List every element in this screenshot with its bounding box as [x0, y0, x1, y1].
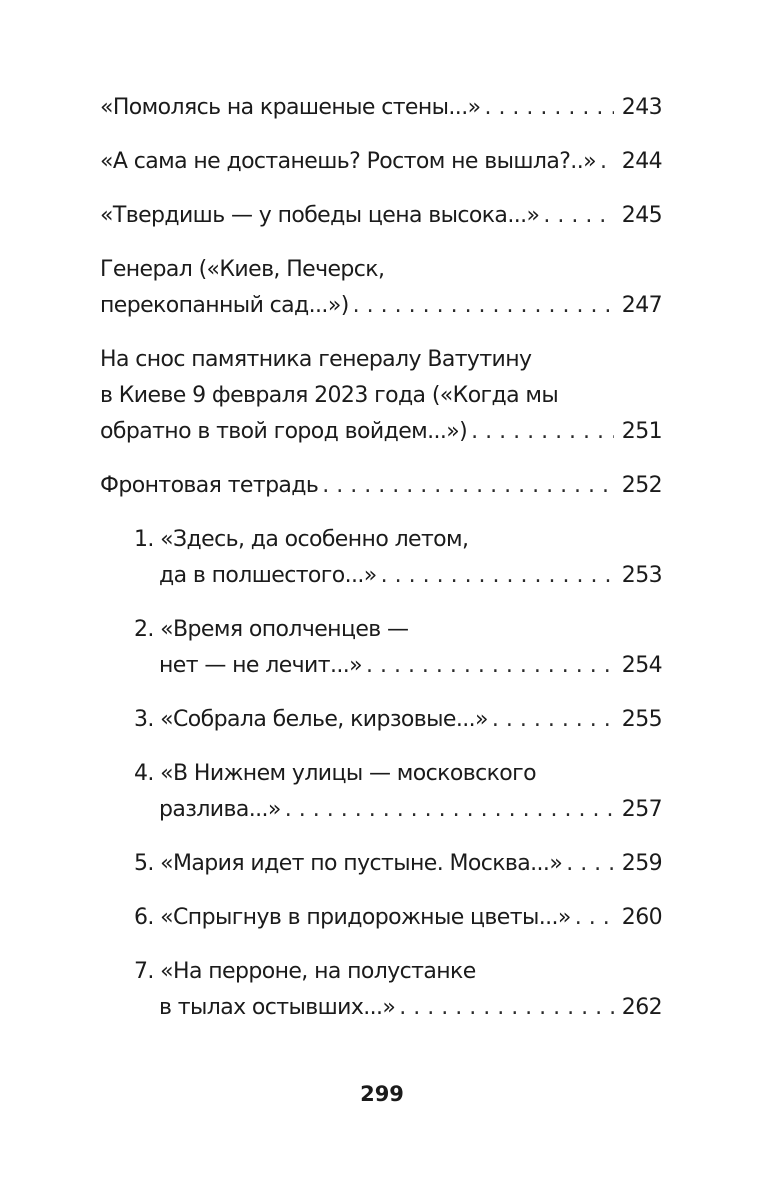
- toc-entry-title: перекопанный сад...»): [100, 293, 349, 318]
- toc-subentry: [100, 954, 662, 1026]
- toc-subentry: [100, 846, 662, 882]
- toc-entry: [100, 342, 662, 450]
- dot-leader: [285, 792, 614, 828]
- toc-entry-title-line: в Киеве 9 февраля 2023 года («Когда мы: [100, 383, 559, 408]
- toc-entry-title: «Помолясь на крашеные стены...»: [100, 95, 481, 120]
- toc-entry-title: 3. «Собрала белье, кирзовые...»: [134, 707, 488, 732]
- toc-entry-title: разлива...»: [159, 797, 281, 822]
- dot-leader: [353, 288, 614, 324]
- toc-subentry: [100, 900, 662, 936]
- dot-leader: [366, 648, 614, 684]
- toc-entry-title: Фронтовая тетрадь: [100, 473, 319, 498]
- toc-page-number: 253: [621, 563, 662, 588]
- toc-entry-title-line: 7. «На перроне, на полустанке: [134, 959, 476, 984]
- toc-entry: [100, 198, 662, 234]
- toc-entry-title-line: 2. «Время ополченцев —: [134, 617, 409, 642]
- toc-entry-title: «А сама не достанешь? Ростом не вышла?..»: [100, 149, 596, 174]
- toc-page-number: 245: [621, 203, 662, 228]
- toc-entry-title: да в полшестого...»: [159, 563, 377, 588]
- toc-entry: [100, 252, 662, 324]
- dot-leader: [575, 900, 614, 936]
- toc-page-number: 262: [621, 995, 662, 1020]
- table-of-contents: [100, 90, 662, 1026]
- toc-entry-title-line: На снос памятника генералу Ватутину: [100, 347, 532, 372]
- dot-leader: [566, 846, 614, 882]
- toc-subentry: [100, 612, 662, 684]
- toc-entry-title-line: 4. «В Нижнем улицы — московского: [134, 761, 536, 786]
- toc-entry-title-line: Генерал («Киев, Печерск,: [100, 257, 385, 282]
- dot-leader: [322, 468, 614, 504]
- dot-leader: [543, 198, 613, 234]
- dot-leader: [471, 414, 614, 450]
- toc-entry-title: нет — не лечит...»: [159, 653, 362, 678]
- toc-page-number: 259: [621, 851, 662, 876]
- toc-page-number: 244: [621, 149, 662, 174]
- toc-subentry: [100, 522, 662, 594]
- toc-entry-title: 5. «Мария идет по пустыне. Москва...»: [134, 851, 563, 876]
- toc-entry-title-line: 1. «Здесь, да особенно летом,: [134, 527, 469, 552]
- toc-page-number: 252: [621, 473, 662, 498]
- dot-leader: [399, 990, 614, 1026]
- toc-entry-title: «Твердишь — у победы цена высока...»: [100, 203, 540, 228]
- toc-page-number: 251: [621, 419, 662, 444]
- dot-leader: [484, 90, 613, 126]
- page-number: 299: [360, 1082, 404, 1106]
- toc-entry: [100, 90, 662, 126]
- toc-entry-title: 6. «Спрыгнув в придорожные цветы...»: [134, 905, 571, 930]
- toc-subentry: [100, 702, 662, 738]
- toc-entry-title: в тылах остывших...»: [159, 995, 396, 1020]
- toc-entry: [100, 468, 662, 504]
- toc-page-number: 247: [621, 293, 662, 318]
- toc-subentry: [100, 756, 662, 828]
- dot-leader: [600, 144, 614, 180]
- toc-page-number: 257: [621, 797, 662, 822]
- dot-leader: [492, 702, 614, 738]
- dot-leader: [381, 558, 614, 594]
- toc-entry-title: обратно в твой город войдем...»): [100, 419, 468, 444]
- toc-page-number: 243: [621, 95, 662, 120]
- toc-page-number: 255: [621, 707, 662, 732]
- toc-page-number: 260: [621, 905, 662, 930]
- toc-page-number: 254: [621, 653, 662, 678]
- toc-entry: [100, 144, 662, 180]
